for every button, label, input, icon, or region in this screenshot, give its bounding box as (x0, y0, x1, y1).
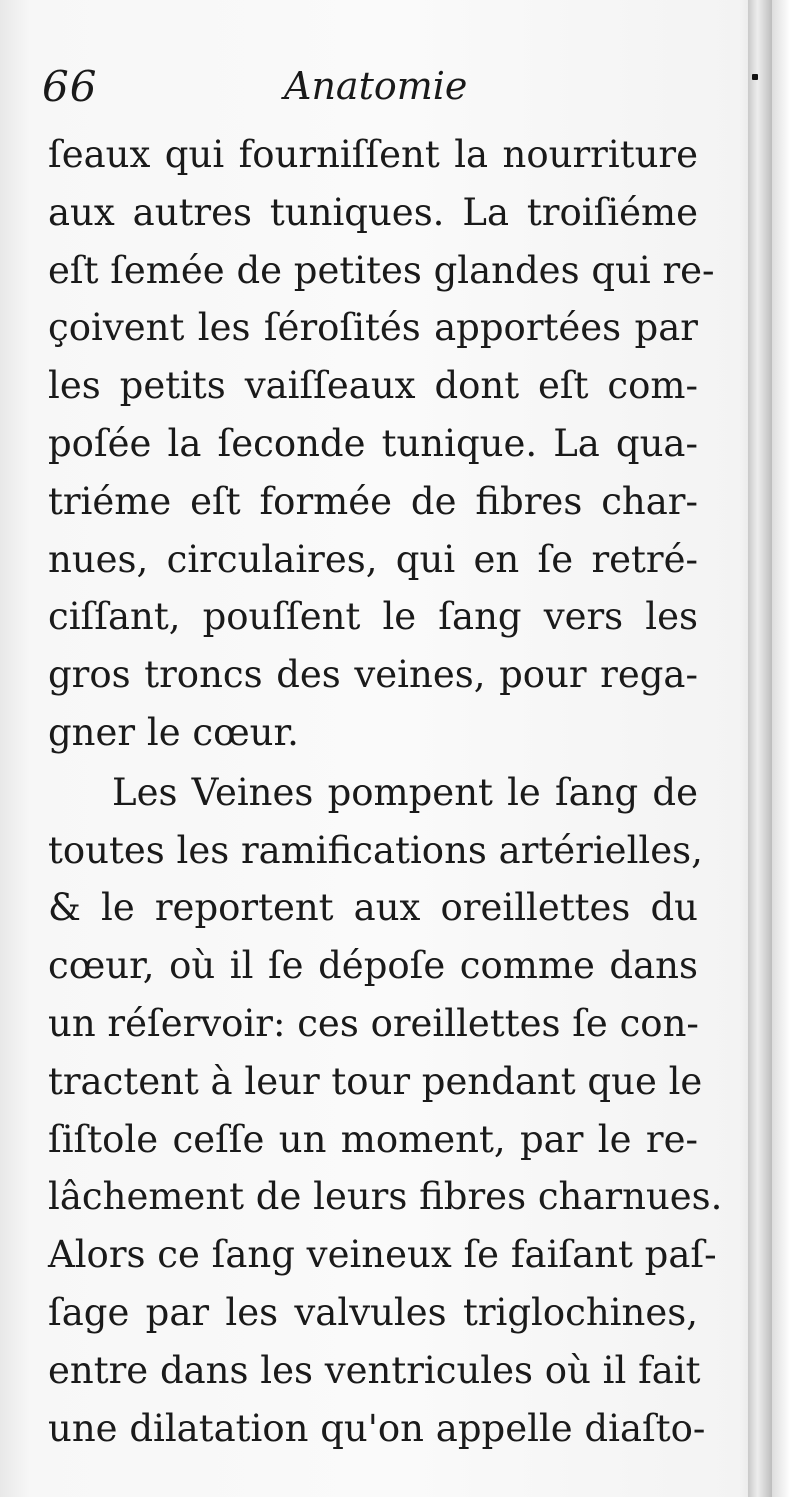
body-text (48, 126, 723, 1457)
text-line: une dilatation qu'on appelle diaſto- (48, 1406, 706, 1450)
text-line: ſage par les valvules triglochines, (48, 1290, 698, 1334)
text-line: çoivent les ſéroſités apportées par (48, 306, 698, 350)
text-line: cœur, où il ſe dépoſe comme dans (48, 944, 698, 988)
text-line: les petits vaiſſeaux dont eſt com- (48, 364, 698, 408)
text-line: aux autres tuniques. La troiſiéme (48, 190, 698, 234)
page-number: 66 (42, 62, 98, 111)
text-line: ciſſant, pouſſent le ſang vers les (48, 595, 698, 639)
text-line: ſeaux qui fourniſſent la nourriture (48, 133, 698, 176)
book-spine-edge (748, 0, 772, 1497)
text-line: entre dans les ventricules où il fait (48, 1348, 701, 1392)
text-line: lâchement de leurs fibres charnues. (48, 1175, 723, 1219)
text-line: toutes les ramifications artérielles, (48, 828, 703, 872)
text-line: eſt ſemée de petites glandes qui re- (48, 248, 715, 292)
text-line: Alors ce ſang veineux ſe faiſant paſ- (48, 1233, 717, 1277)
text-line: & le reportent aux oreillettes du (48, 886, 698, 930)
text-line: gros troncs des veines, pour rega- (48, 653, 698, 697)
paragraph-1 (48, 126, 715, 762)
page-header (42, 56, 702, 116)
text-line: poſée la ſeconde tunique. La qua- (48, 421, 698, 465)
ink-mark (752, 74, 758, 80)
text-line: tractent à leur tour pendant que le (48, 1059, 703, 1103)
text-line: gner le cœur. (48, 710, 299, 754)
running-title: Anatomie (284, 64, 468, 108)
text-line: nues, circulaires, qui en ſe retré- (48, 537, 698, 581)
text-line: Les Veines pompent le ſang de (112, 770, 698, 814)
text-line: ſiſtole ceſſe un moment, par le re- (48, 1117, 698, 1161)
paragraph-2 (48, 764, 723, 1458)
text-line: triéme eſt formée de fibres char- (48, 479, 698, 523)
text-line: un réſervoir: ces oreillettes ſe con- (48, 1001, 699, 1045)
